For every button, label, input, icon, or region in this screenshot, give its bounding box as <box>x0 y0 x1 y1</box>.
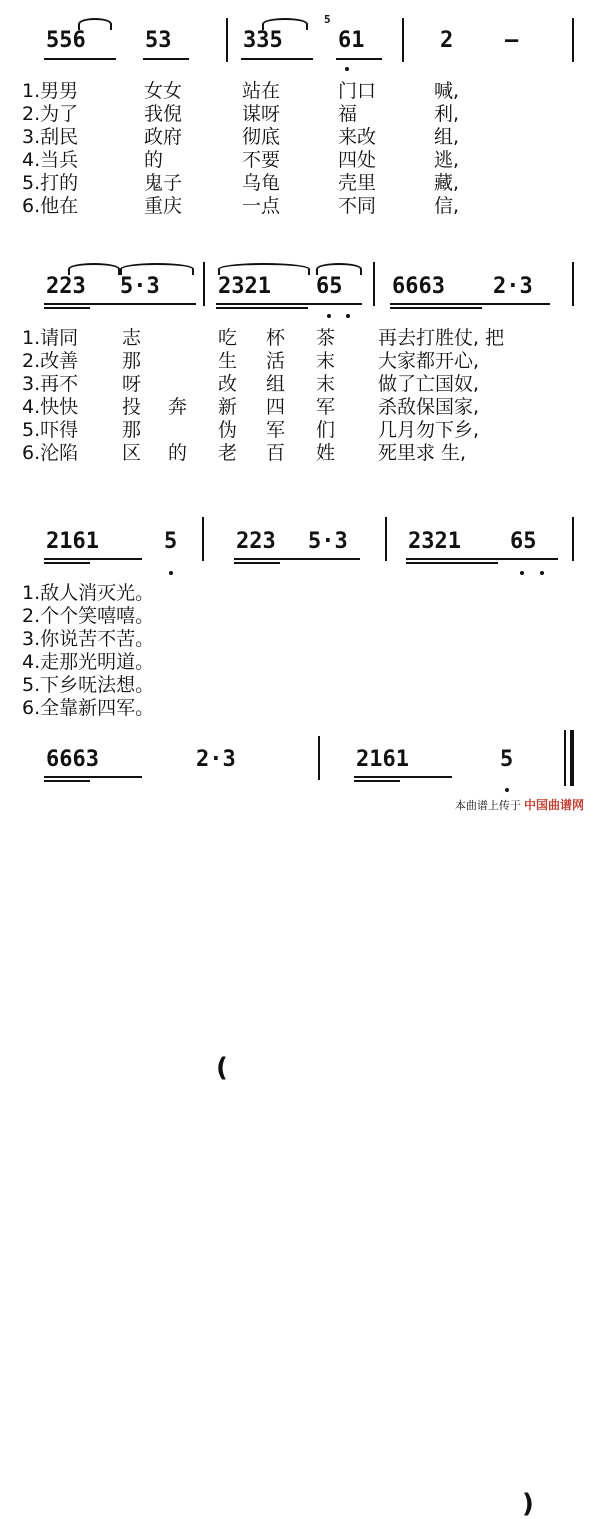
final-barline-thick <box>570 730 574 786</box>
lyric: 6.沦陷 <box>22 442 79 464</box>
lyric: 5.打的 <box>22 172 79 194</box>
lyric: 投 <box>122 396 142 418</box>
lyric: 5.吓得 <box>22 419 79 441</box>
lyric: 新 <box>218 396 238 418</box>
lyric: 谋呀 <box>242 103 281 125</box>
lyric: 6.他在 <box>22 195 79 217</box>
lyric: 区 <box>122 442 142 464</box>
note-group: 5 <box>164 529 178 554</box>
lyric: 奔 <box>168 396 188 418</box>
final-barline-thin <box>564 730 566 786</box>
underline <box>241 58 313 60</box>
lyric: 的 <box>144 149 164 171</box>
lyric: 死里求 生, <box>378 442 467 464</box>
lyric: 那 <box>122 350 142 372</box>
note-group: 5·3 <box>120 274 160 299</box>
slur <box>68 263 120 275</box>
note-group: 2161 <box>356 747 409 772</box>
underline <box>44 58 116 60</box>
barline <box>373 262 375 306</box>
lyric: 1.男男 <box>22 80 79 102</box>
lyric: 姓 <box>316 442 336 464</box>
underline <box>390 303 550 305</box>
lyric: 组 <box>266 373 286 395</box>
lyric: 4.当兵 <box>22 149 79 171</box>
credit-prefix: 本曲谱上传于 <box>454 800 521 812</box>
underline <box>234 562 280 564</box>
barline <box>385 517 387 561</box>
lyric: 杀敌保国家, <box>378 396 480 418</box>
lyric: 那 <box>122 419 142 441</box>
repeat-open-paren: ( <box>216 1053 228 1083</box>
underline <box>44 303 196 305</box>
barline <box>202 517 204 561</box>
lyric: 藏, <box>434 172 460 194</box>
lyric: 茶 <box>316 327 336 349</box>
note-group: 5 <box>500 747 514 772</box>
lyric: 1.请同 <box>22 327 79 349</box>
lyric: 们 <box>316 419 336 441</box>
underline <box>406 558 558 560</box>
lyric: 2.为了 <box>22 103 79 125</box>
note-group: 65 <box>510 529 537 554</box>
barline <box>572 517 574 561</box>
slur <box>316 263 362 275</box>
note-group: 53 <box>145 28 172 53</box>
octave-dot <box>169 571 173 575</box>
lyric: 彻底 <box>242 126 281 148</box>
underline <box>216 307 308 309</box>
note-group: 556 <box>46 28 86 53</box>
note-dash: — <box>505 28 519 53</box>
lyric: 几月勿下乡, <box>378 419 480 441</box>
underline <box>143 58 189 60</box>
lyric: 5.下乡呒法想。 <box>22 674 155 696</box>
lyric: 喊, <box>434 80 460 102</box>
lyric: 3.再不 <box>22 373 79 395</box>
lyric: 组, <box>434 126 460 148</box>
lyric: 信, <box>434 195 460 217</box>
note-group: 223 <box>46 274 86 299</box>
lyric: 活 <box>266 350 286 372</box>
lyric: 女女 <box>144 80 183 102</box>
slur <box>218 263 310 275</box>
lyric: 鬼子 <box>144 172 183 194</box>
lyric: 伪 <box>218 419 238 441</box>
upload-credit <box>455 796 584 813</box>
octave-dot <box>505 788 509 792</box>
underline <box>44 562 90 564</box>
barline <box>318 736 320 780</box>
lyric: 门口 <box>338 80 377 102</box>
note-group: 6663 <box>392 274 445 299</box>
system-1-notes <box>0 13 596 56</box>
slur <box>78 18 112 30</box>
lyric: 2.个个笑嘻嘻。 <box>22 605 155 627</box>
lyric: 末 <box>316 373 336 395</box>
octave-dot <box>540 571 544 575</box>
octave-dot <box>520 571 524 575</box>
lyric: 百 <box>266 442 286 464</box>
lyric: 末 <box>316 350 336 372</box>
underline <box>390 307 482 309</box>
lyric: 政府 <box>144 126 183 148</box>
underline <box>336 58 382 60</box>
note-group: 65 <box>316 274 343 299</box>
note-group: 6663 <box>46 747 99 772</box>
note-group: 2161 <box>46 529 99 554</box>
lyric: 来改 <box>338 126 377 148</box>
lyric: 4.快快 <box>22 396 79 418</box>
note-group: 2321 <box>408 529 461 554</box>
underline <box>44 776 142 778</box>
lyric: 福 <box>338 103 358 125</box>
slur <box>262 18 308 30</box>
underline <box>44 780 90 782</box>
lyric: 吃 <box>218 327 238 349</box>
lyric: 3.刮民 <box>22 126 79 148</box>
underline <box>354 780 400 782</box>
lyric: 3.你说苦不苦。 <box>22 628 155 650</box>
note-group: 223 <box>236 529 276 554</box>
note-group: 2·3 <box>196 747 236 772</box>
lyric: 再去打胜仗, 把 <box>378 327 505 349</box>
lyric: 改 <box>218 373 238 395</box>
lyric: 杯 <box>266 327 286 349</box>
underline <box>44 558 142 560</box>
lyric: 不要 <box>242 149 281 171</box>
site-logo: 中国曲谱网 <box>523 798 584 812</box>
barline <box>402 18 404 62</box>
grace-note: 5 <box>324 13 331 26</box>
lyric: 一点 <box>242 195 281 217</box>
lyric: 军 <box>316 396 336 418</box>
note-group: 2·3 <box>493 274 533 299</box>
repeat-close-paren: ) <box>522 1489 534 1519</box>
lyric: 的 <box>168 442 188 464</box>
octave-dot <box>327 314 331 318</box>
note-group: 5·3 <box>308 529 348 554</box>
underline <box>216 303 362 305</box>
lyric: 老 <box>218 442 238 464</box>
lyric: 四处 <box>338 149 377 171</box>
slur <box>120 263 194 275</box>
octave-dot <box>346 314 350 318</box>
lyric: 军 <box>266 419 286 441</box>
underline <box>406 562 498 564</box>
octave-dot <box>345 67 349 71</box>
underline <box>234 558 360 560</box>
system-2-notes <box>0 272 596 302</box>
underline <box>44 307 90 309</box>
lyric: 乌龟 <box>242 172 281 194</box>
lyric: 2.改善 <box>22 350 79 372</box>
lyric: 4.走那光明道。 <box>22 651 155 673</box>
barline <box>203 262 205 306</box>
lyric: 6.全靠新四军。 <box>22 697 155 719</box>
lyric: 四 <box>266 396 286 418</box>
barline <box>226 18 228 62</box>
note-group: 2 <box>440 28 454 53</box>
lyric: 利, <box>434 103 460 125</box>
barline <box>572 18 574 62</box>
lyric: 站在 <box>242 80 281 102</box>
lyric: 生 <box>218 350 238 372</box>
lyric: 逃, <box>434 149 460 171</box>
lyric: 不同 <box>338 195 377 217</box>
lyric: 做了亡国奴, <box>378 373 480 395</box>
lyric: 壳里 <box>338 172 377 194</box>
underline <box>354 776 452 778</box>
lyric: 呀 <box>122 373 142 395</box>
barline <box>572 262 574 306</box>
lyric: 1.敌人消灭光。 <box>22 582 155 604</box>
note-group: 2321 <box>218 274 271 299</box>
lyric: 大家都开心, <box>378 350 480 372</box>
note-group: 61 <box>338 28 365 53</box>
lyric: 志 <box>122 327 142 349</box>
note-group: 335 <box>243 28 283 53</box>
lyric: 重庆 <box>144 195 183 217</box>
lyric: 我倪 <box>144 103 183 125</box>
